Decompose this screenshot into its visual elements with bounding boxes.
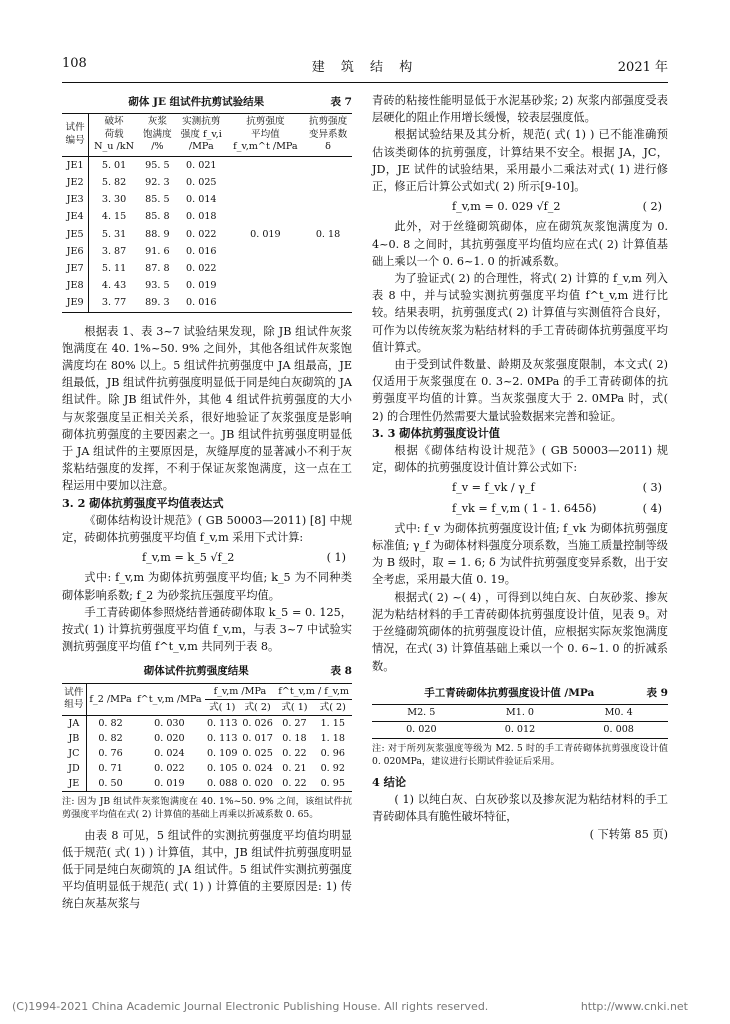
table9-label: 表 9 (646, 686, 668, 699)
table8-label: 表 8 (330, 665, 352, 678)
table9-header: M2. 5 (372, 704, 471, 721)
table8-cell: 0. 82 (98, 732, 123, 744)
table8-cell: 0. 22 (282, 777, 307, 789)
table8-cell: 0. 76 (98, 747, 123, 759)
table7-cell: 3. 30 (101, 194, 127, 206)
paragraph: 根据式( 2) ~( 4) ，可得到以纯白灰、白灰砂浆、掺灰泥为粘结材料的手工青砖砌体抗剪强度设计值，见表 9。对于丝缝砌筑砌体的抗剪强度设计值，应根据实际灰浆饱满度情况，在式( 3) 计算值基础上乘以一个 0. 6~1. 0 的折减系数。 (372, 590, 668, 673)
table9-cell: 0. 012 (504, 723, 536, 735)
table-row (62, 776, 352, 792)
table7-average: 0. 019 (250, 228, 281, 240)
table8-title: 砌体试件抗剪强度结果 (143, 665, 249, 678)
equation-3-number: ( 3) (642, 481, 662, 495)
table8-note: 注: 因为 JB 组试件灰浆饱满度在 40. 1%~50. 9% 之间，该组试件抗剪强度平均值在式( 2) 计算值的基础上再乘以折减系数 0. 65。 (62, 795, 352, 820)
table9 (372, 704, 668, 739)
copyright-text: (C)1994-2021 China Academic Journal Electronic Publishing House. All rights reserved. (12, 1000, 489, 1013)
table9-caption (372, 685, 668, 702)
table9-cell: 0. 020 (406, 723, 437, 735)
paragraph: ( 1) 以纯白灰、白灰砂浆以及掺灰泥为粘结材料的手工青砖砌体具有脆性破坏特征， (372, 793, 668, 824)
table-row (62, 761, 352, 776)
table8-cell: 0. 017 (242, 732, 273, 744)
equation-1-number: ( 1) (326, 551, 346, 565)
table8-cell: 0. 030 (154, 717, 185, 729)
table7-cell: 0. 019 (186, 280, 217, 292)
table7-cell: 92. 3 (145, 176, 170, 188)
table-row (372, 721, 668, 738)
right-column (372, 92, 668, 843)
table8-cell: 0. 022 (154, 762, 185, 774)
table8-cell: 1. 15 (320, 717, 345, 729)
table7-header: 抗剪强度 变异系数 δ (304, 114, 352, 157)
table7-cell: JE1 (62, 156, 89, 174)
table7-cell: 0. 022 (186, 262, 217, 274)
table7-cell: 0. 025 (186, 176, 217, 188)
paragraph: 此外，对于丝缝砌筑砌体，应在砌筑灰浆饱满度为 0. 4~0. 8 之间时，其抗剪强度平均值均应在式( 2) 计算值基础上乘以一个 0. 6~1. 0 的折减系数。 (372, 220, 668, 268)
paragraph: 根据《砌体结构设计规范》( GB 50003—2011) 规定，砌体的抗剪强度设计值计算公式如下: (372, 444, 668, 475)
table8-cell: 0. 96 (320, 747, 345, 759)
equation-2 (372, 198, 668, 215)
cnki-link[interactable]: http://www.cnki.net (580, 1000, 688, 1013)
table7-cell: 88. 9 (145, 228, 170, 240)
table7-cell: 5. 31 (101, 228, 127, 240)
table8-cell: 0. 020 (242, 777, 273, 789)
equation-2-number: ( 2) (642, 200, 662, 214)
table7-label: 表 7 (330, 96, 352, 108)
equation-1 (62, 549, 352, 566)
table7-cell: 0. 016 (186, 297, 217, 309)
paragraph: 手工青砖砌体参照烧结普通砖砌体取 k_5 = 0. 125，按式( 1) 计算抗剪强度平均值 f_v,m，与表 3~7 中试验实测抗剪强度平均值 f^t_v,m 共同列于表 8。 (62, 605, 352, 654)
table7-cell: JE5 (62, 226, 89, 243)
table8-header: f^t_v,m / f_v,m (275, 683, 352, 699)
table7-cell: 89. 3 (145, 297, 170, 309)
table7-caption (62, 94, 352, 111)
table7-title: 砌体 JE 组试件抗剪试验结果 (128, 96, 265, 108)
table9-cell: 0. 008 (603, 723, 634, 735)
table7-cell: JE8 (62, 277, 89, 294)
table7-cell: 85. 5 (145, 194, 170, 206)
table8-cell: JA (62, 715, 86, 731)
table8-cell: 0. 27 (282, 717, 307, 729)
table8-subheader: 式( 1) (275, 699, 313, 715)
table8-cell: 0. 82 (98, 717, 123, 729)
table-row (62, 715, 352, 731)
equation-3 (372, 479, 668, 496)
section-4-heading: 4 结论 (372, 774, 407, 789)
table9-header: M0. 4 (569, 704, 668, 721)
table7-cell: 4. 43 (101, 280, 127, 292)
table8-cell: 0. 22 (282, 747, 307, 759)
table7-cv: 0. 18 (315, 228, 341, 240)
equation-3-formula: f_v = f_vk / γ_f (452, 481, 535, 495)
table8-header: f^t_v,m /MPa (134, 683, 204, 715)
paragraph: 根据表 1、表 3~7 试验结果发现，除 JB 组试件灰浆饱满度在 40. 1%~50. 9% 之间外，其他各组试件灰浆饱满度均在 80% 以上。5 组试件抗剪强度中 JA 组最高，JE 组最低，JB 组试件抗剪强度明显低于同是纯白灰砌筑的 JA 组试件。除 JB 组试件外，其他 4 组试件抗剪强度的大小与灰浆强度呈正相关关系，很好地验证了灰浆强度是影响砌体抗剪强度的主要因素之一。JB 组试件抗剪强度明显低于 JA 组试件的主要原因是，灰缝厚度的显著减小不利于灰浆粘结强度的发挥，不利于保证灰浆饱满度，这一点在工程运用中要加以注意。 (62, 324, 352, 493)
table8 (62, 683, 352, 792)
paragraph: 由表 8 可见，5 组试件的实测抗剪强度平均值均明显低于规范( 式( 1) ) 计算值，其中，JB 组试件抗剪强度明显低于同是纯白灰砌筑的 JA 组试件。5 组试件实测抗剪强度平均值明显低于规范( 式( 1) ) 计算值的主要原因是: 1) 传统白灰基灰浆与 (62, 828, 353, 911)
table8-body (62, 715, 352, 791)
table8-cell: JD (62, 761, 86, 776)
table7-cell: 4. 15 (101, 211, 127, 223)
table8-caption (62, 663, 352, 680)
table8-cell: 0. 95 (320, 777, 345, 789)
table7-cell: JE9 (62, 294, 89, 312)
section-3-3-heading: 3. 3 砌体抗剪强度设计值 (372, 425, 500, 440)
table8-header: 试件 组号 (62, 683, 86, 715)
table8-cell: JE (62, 776, 86, 792)
table7-header: 实测抗剪 强度 f_v,i /MPa (176, 114, 227, 157)
table7-cell: JE4 (62, 208, 89, 225)
section-3-2-heading: 3. 2 砌体抗剪强度平均值表达式 (62, 495, 224, 510)
table8-cell: 0. 92 (320, 762, 345, 774)
table8-cell: 0. 21 (282, 762, 307, 774)
table7-cell: JE3 (62, 191, 89, 208)
table7-header: 试件 编号 (62, 114, 89, 157)
table8-cell: 0. 113 (206, 717, 238, 729)
publication-year: 2021 年 (617, 60, 668, 75)
paragraph: 为了验证式( 2) 的合理性，将式( 2) 计算的 f_v,m 列入表 8 中，并与试验实测抗剪强度平均值 f^t_v,m 进行比较。结果表明，抗剪强度式( 2) 计算值与实测值符合良好，可作为以传统灰浆为粘结材料的手工青砖砌体抗剪强度平均值计算式。 (372, 272, 668, 354)
equation-4-formula: f_vk = f_v,m ( 1 - 1. 645δ) (452, 501, 597, 515)
paragraph: 式中: f_v,m 为砌体抗剪强度平均值; k_5 为不同种类砌体影响系数; f_2 为砂浆抗压强度平均值。 (62, 571, 352, 602)
table8-subheader: 式( 1) (205, 699, 240, 715)
table8-cell: 0. 024 (154, 747, 185, 759)
table8-cell: 0. 105 (206, 762, 238, 774)
table9-header: M1. 0 (471, 704, 570, 721)
table7 (62, 113, 352, 312)
table7-body (62, 156, 352, 312)
table7-cell: 0. 022 (186, 228, 217, 240)
equation-2-formula: f_v,m = 0. 029 √f_2 (452, 200, 561, 214)
table7-cell: 85. 8 (145, 211, 170, 223)
table7-cell: 0. 021 (186, 159, 217, 171)
table8-cell: JC (62, 746, 86, 761)
paragraph: 根据试验结果及其分析，规范( 式( 1) ) 已不能准确预估该类砌体的抗剪强度，计算结果不安全。根据 JA，JC，JD，JE 试件的试验结果，采用最小二乘法对式( 1) 进行修正，修正后计算公式如式( 2) 所示[9-10]。 (372, 128, 668, 194)
table7-cell: 93. 5 (145, 280, 170, 292)
table7-cell: 5. 82 (101, 176, 127, 188)
equation-1-formula: f_v,m = k_5 √f_2 (142, 551, 235, 565)
table7-header: 灰浆 饱满度 /% (139, 114, 176, 157)
table7-cell: 95. 5 (145, 159, 170, 171)
table8-cell: 0. 024 (242, 762, 273, 774)
table8-cell: 0. 019 (154, 777, 185, 789)
table8-subheader: 式( 2) (314, 699, 352, 715)
table-row (62, 746, 352, 761)
table8-cell: JB (62, 731, 86, 746)
table-row (62, 156, 352, 174)
table8-cell: 0. 020 (154, 732, 185, 744)
table7-cell: 91. 6 (145, 245, 170, 257)
table8-header: f_2 /MPa (86, 683, 134, 715)
paragraph: 式中: f_v 为砌体抗剪强度设计值; f_vk 为砌体抗剪强度标准值; γ_f 为砌体材料强度分项系数，当施工质量控制等级为 B 级时，取 = 1. 6; δ 为试件抗剪强度变异系数，出于安全考虑，采用最大值 0. 19。 (372, 521, 668, 587)
table8-cell: 0. 71 (98, 762, 123, 774)
paragraph: 青砖的粘接性能明显低于水泥基砂浆; 2) 灰浆内部强度受表层硬化的阻止作用增长缓慢，较表层强度低。 (372, 94, 668, 125)
table7-cell: 5. 11 (101, 262, 127, 274)
journal-title: 建 筑 结 构 (311, 60, 419, 75)
continued-note: ( 下转第 85 页) (589, 827, 668, 841)
table7-cell: 0. 018 (186, 211, 217, 223)
paragraph: 由于受到试件数量、龄期及灰浆强度限制，本文式( 2) 仅适用于灰浆强度在 0. 3~2. 0MPa 的手工青砖砌体的抗剪强度平均值的计算。当灰浆强度大于 2. 0MPa 时，式( 2) 的合理性仍然需要大量试验数据来完善和验证。 (372, 358, 668, 423)
table8-subheader: 式( 2) (240, 699, 275, 715)
table7-header: 破坏 荷载 N_u /kN (89, 114, 139, 157)
table7-cell: 5. 01 (101, 159, 127, 171)
table7-cell: JE7 (62, 260, 89, 277)
header-rule (62, 82, 668, 83)
table8-cell: 1. 18 (320, 732, 345, 744)
table8-cell: 0. 109 (206, 747, 238, 759)
table7-cell: 0. 014 (186, 194, 217, 206)
paragraph: 《砌体结构设计规范》( GB 50003—2011) [8] 中规定，砖砌体抗剪强度平均值 f_v,m 采用下式计算: (62, 513, 352, 544)
table8-cell: 0. 113 (206, 732, 238, 744)
table9-note: 注: 对于所列灰浆强度等级为 M2. 5 时的手工青砖砌体抗剪强度设计值 0. 020MPa，建议进行长期试件验证后采用。 (372, 742, 668, 767)
table-row (62, 731, 352, 746)
table9-title: 手工青砖砌体抗剪强度设计值 /MPa (424, 686, 595, 699)
table7-cell: JE2 (62, 174, 89, 191)
table7-cell: 3. 87 (101, 245, 127, 257)
table8-cell: 0. 025 (242, 747, 273, 759)
table8-header: f_v,m /MPa (205, 683, 276, 699)
left-column (62, 92, 352, 913)
table7-cell: JE6 (62, 243, 89, 260)
table8-cell: 0. 18 (282, 732, 307, 744)
page-header (62, 56, 668, 76)
table7-cell: 3. 77 (101, 297, 127, 309)
page-number: 108 (62, 56, 87, 71)
equation-4 (372, 500, 668, 517)
table8-cell: 0. 026 (242, 717, 273, 729)
table7-cell: 0. 016 (186, 245, 217, 257)
table8-cell: 0. 50 (98, 777, 123, 789)
equation-4-number: ( 4) (642, 501, 662, 515)
table8-cell: 0. 088 (206, 777, 238, 789)
table7-cell: 87. 8 (145, 262, 170, 274)
table7-header: 抗剪强度 平均值 f_v,m^t /MPa (227, 114, 304, 157)
